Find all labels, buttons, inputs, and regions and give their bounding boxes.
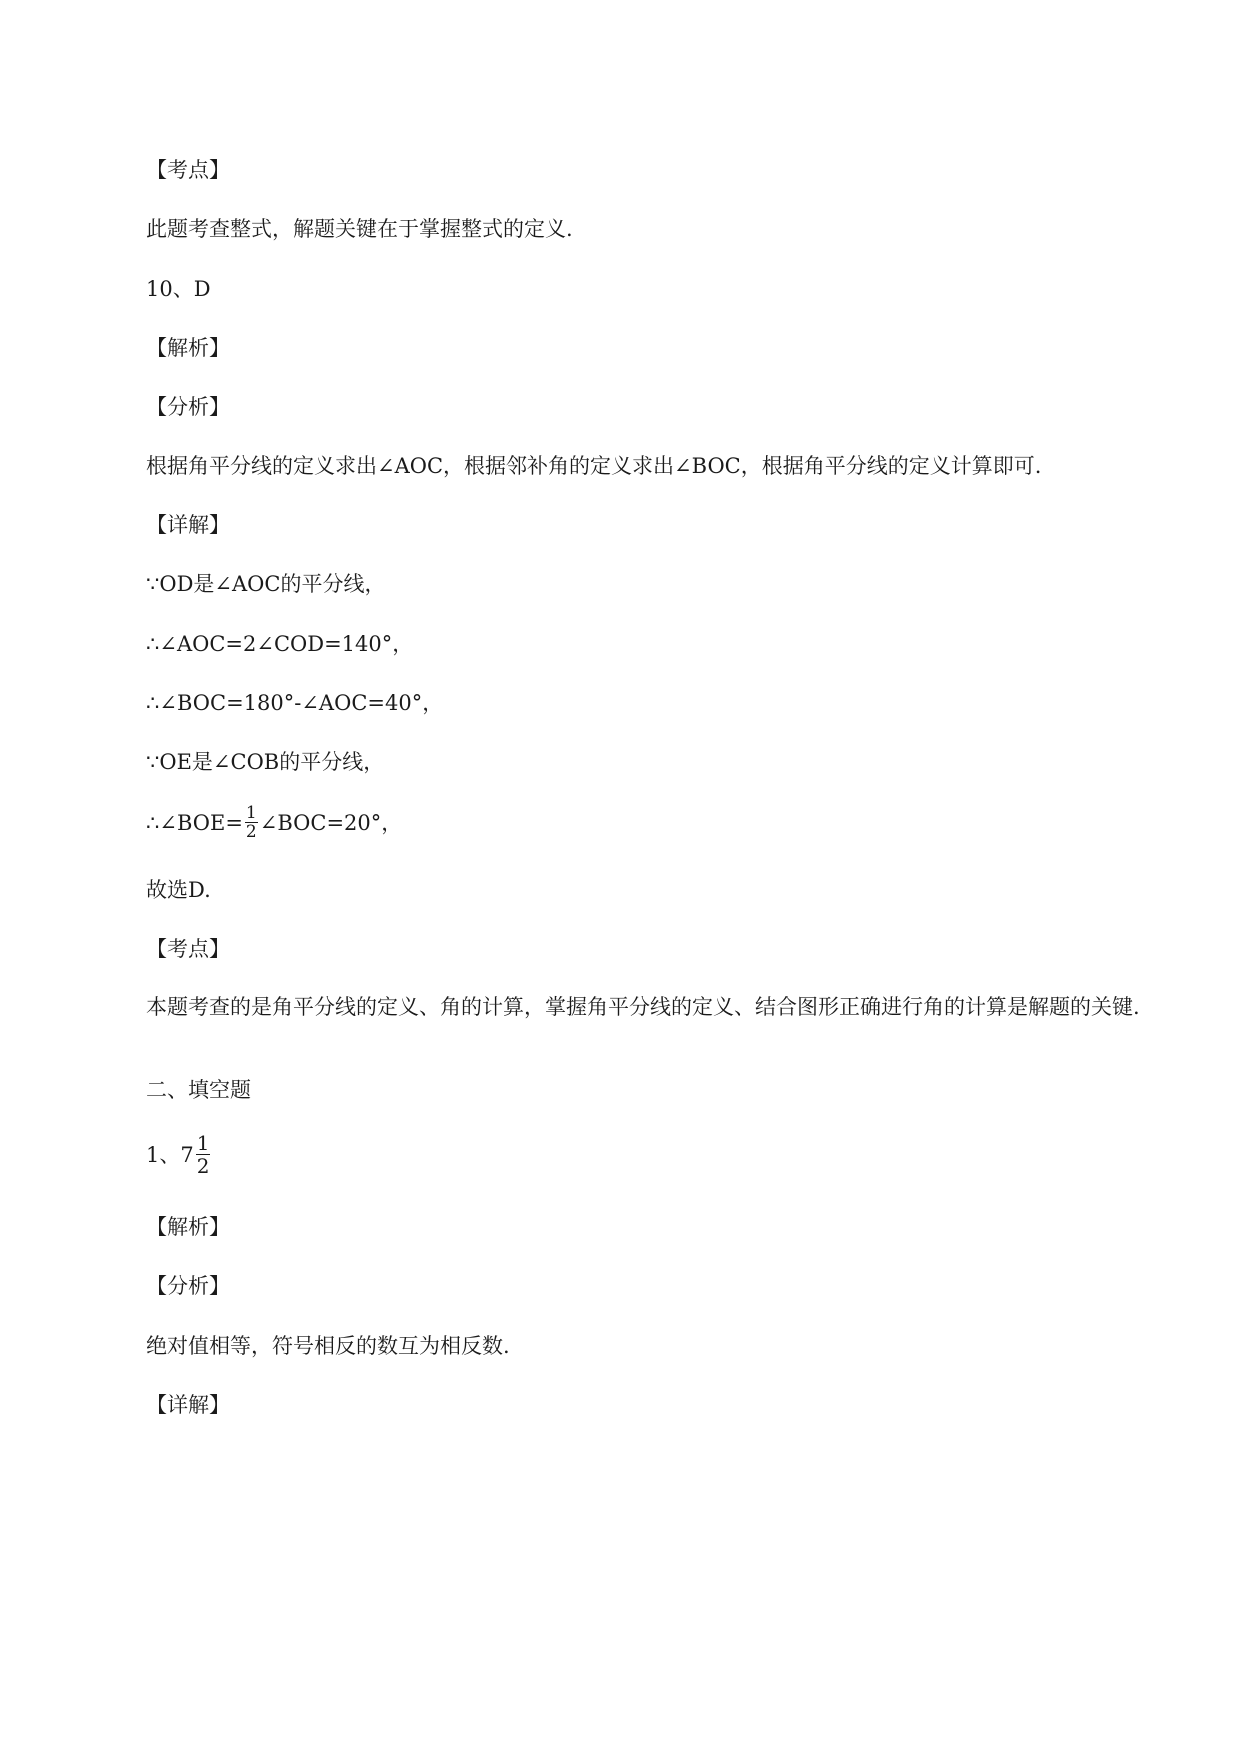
section-heading-xiangjie: 【详解】 bbox=[146, 513, 230, 537]
proof-step: ∵OD是∠AOC的平分线， bbox=[146, 572, 386, 596]
proof-step: ∴∠AOC=2∠COD=140°， bbox=[146, 632, 414, 656]
fraction-numerator: 1 bbox=[245, 803, 257, 823]
paragraph-text: 根据角平分线的定义求出∠AOC，根据邻补角的定义求出∠BOC，根据角平分线的定义计算即可. bbox=[146, 454, 1042, 478]
paragraph-text: 本题考查的是角平分线的定义、角的计算，掌握角平分线的定义、结合图形正确进行角的计算是解题的关键. bbox=[146, 995, 1140, 1019]
fraction-numerator: 1 bbox=[196, 1131, 210, 1155]
section-heading-xiangjie: 【详解】 bbox=[146, 1393, 230, 1417]
answer-line-with-fraction bbox=[146, 1131, 212, 1179]
fraction-denominator: 2 bbox=[196, 1154, 210, 1178]
section-heading-kaodian: 【考点】 bbox=[146, 937, 230, 961]
paragraph-text: 绝对值相等，符号相反的数互为相反数. bbox=[146, 1334, 510, 1358]
answer-prefix: 1、7 bbox=[146, 1143, 194, 1167]
proof-step-prefix: ∴∠BOE= bbox=[146, 811, 243, 835]
proof-step-suffix: ∠BOC=20°， bbox=[259, 811, 403, 835]
fraction bbox=[196, 1132, 211, 1177]
conclusion-line: 故选D. bbox=[146, 878, 211, 902]
section-heading-jiexi: 【解析】 bbox=[146, 336, 230, 360]
section-heading-fenxi: 【分析】 bbox=[146, 1274, 230, 1298]
fraction-denominator: 2 bbox=[245, 822, 257, 842]
fraction bbox=[245, 804, 258, 841]
proof-step: ∴∠BOC=180°-∠AOC=40°， bbox=[146, 691, 444, 715]
section-heading-fenxi: 【分析】 bbox=[146, 395, 230, 419]
proof-step-with-fraction bbox=[146, 803, 403, 843]
section-heading-kaodian: 【考点】 bbox=[146, 158, 230, 182]
paragraph-text: 此题考查整式，解题关键在于掌握整式的定义. bbox=[146, 217, 573, 241]
section-title: 二、填空题 bbox=[146, 1078, 251, 1102]
section-heading-jiexi: 【解析】 bbox=[146, 1215, 230, 1239]
proof-step: ∵OE是∠COB的平分线， bbox=[146, 750, 385, 774]
answer-line: 10、D bbox=[146, 277, 211, 301]
